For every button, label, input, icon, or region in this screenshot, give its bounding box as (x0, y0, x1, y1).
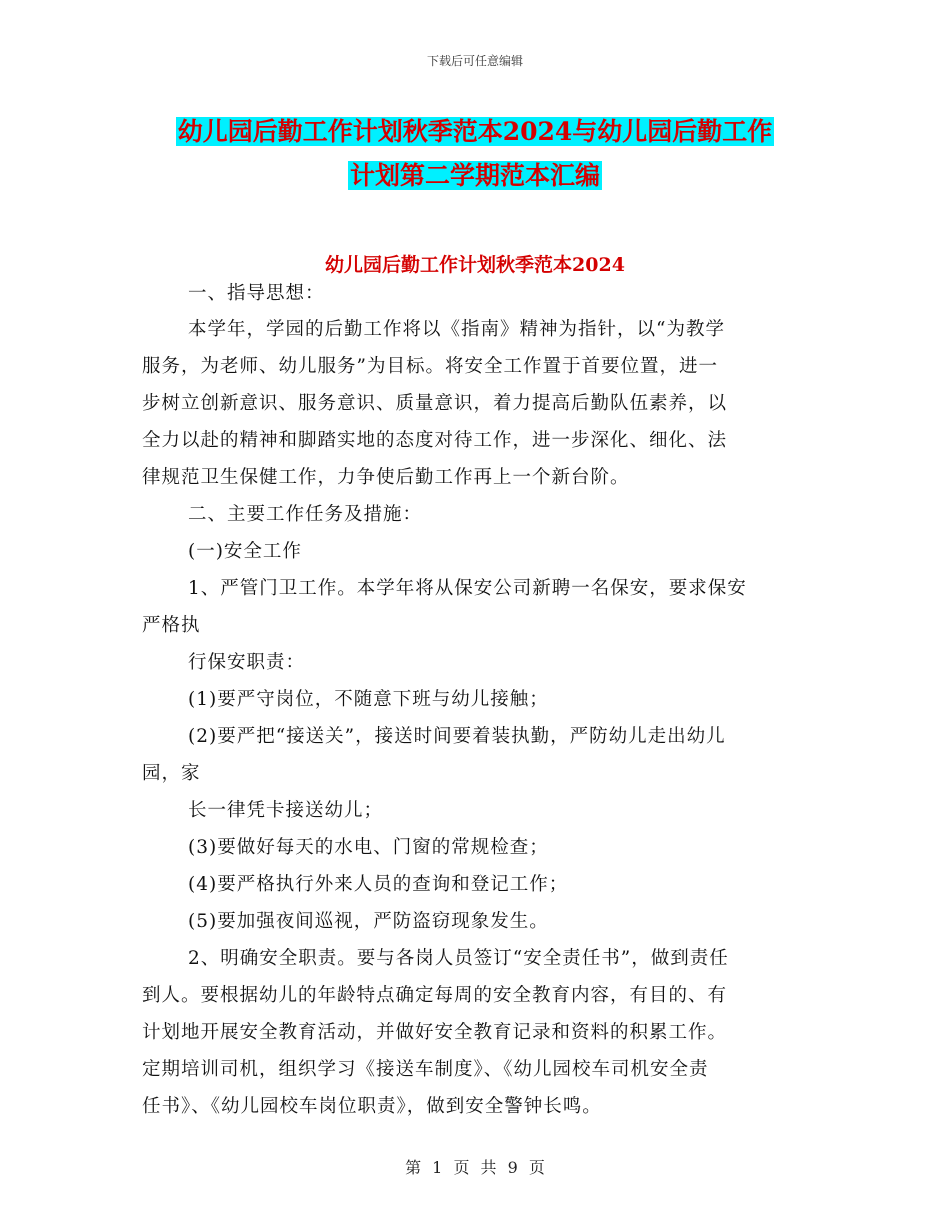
paragraph-line: 全力以赴的精神和脚踏实地的态度对待工作，进一步深化、细化、法 (142, 430, 728, 451)
list-item: (2)要严把“接送关”，接送时间要着装执勤，严防幼儿走出幼儿 (188, 726, 726, 747)
section-title: 幼儿园后勤工作计划秋季范本2024 (325, 254, 625, 276)
paragraph-line: 步树立创新意识、服务意识、质量意识，着力提高后勤队伍素养，以 (142, 393, 728, 414)
list-item: (1)要严守岗位，不随意下班与幼儿接触； (188, 689, 549, 710)
paragraph-line: 本学年，学园的后勤工作将以《指南》精神为指针，以“为教学 (188, 319, 725, 340)
paragraph-line: 律规范卫生保健工作，力争使后勤工作再上一个新台阶。 (142, 467, 630, 488)
paragraph-line: 到人。要根据幼儿的年龄特点确定每周的安全教育内容，有目的、有 (142, 985, 728, 1006)
page-header: 下载后可任意编辑 (426, 54, 523, 68)
paragraph-line: 计划地开展安全教育活动，并做好安全教育记录和资料的积累工作。 (142, 1022, 728, 1043)
paragraph-line: 1、严管门卫工作。本学年将从保安公司新聘一名保安，要求保安 (188, 578, 747, 599)
heading-main-tasks: 二、主要工作任务及措施： (188, 504, 423, 525)
paragraph-line: 长一律凭卡接送幼儿； (188, 800, 384, 821)
paragraph-line: 行保安职责： (188, 652, 306, 673)
list-item: (5)要加强夜间巡视，严防盗窃现象发生。 (188, 911, 549, 932)
paragraph-line: 定期培训司机，组织学习《接送车制度》、《幼儿园校车司机安全责 (142, 1059, 709, 1080)
heading-guiding-ideology: 一、指导思想： (188, 283, 325, 304)
list-item: (3)要做好每天的水电、门窗的常规检查； (188, 837, 549, 858)
document-title-line-2: 计划第二学期范本汇编 (349, 161, 600, 190)
page-footer: 第 1 页 共 9 页 (405, 1158, 545, 1177)
paragraph-line: 2、明确安全职责。要与各岗人员签订“安全责任书”，做到责任 (188, 948, 729, 969)
document-title-line-1: 幼儿园后勤工作计划秋季范本2024与幼儿园后勤工作 (177, 117, 773, 146)
list-item: (4)要严格执行外来人员的查询和登记工作； (188, 874, 569, 895)
paragraph-line: 任书》、《幼儿园校车岗位职责》，做到安全警钟长鸣。 (142, 1096, 602, 1117)
paragraph-line: 服务，为老师、幼儿服务”为目标。将安全工作置于首要位置，进一 (142, 356, 718, 377)
paragraph-line: 园，家 (142, 763, 201, 784)
heading-safety-work: (一)安全工作 (188, 541, 302, 562)
paragraph-line: 严格执 (142, 615, 201, 636)
